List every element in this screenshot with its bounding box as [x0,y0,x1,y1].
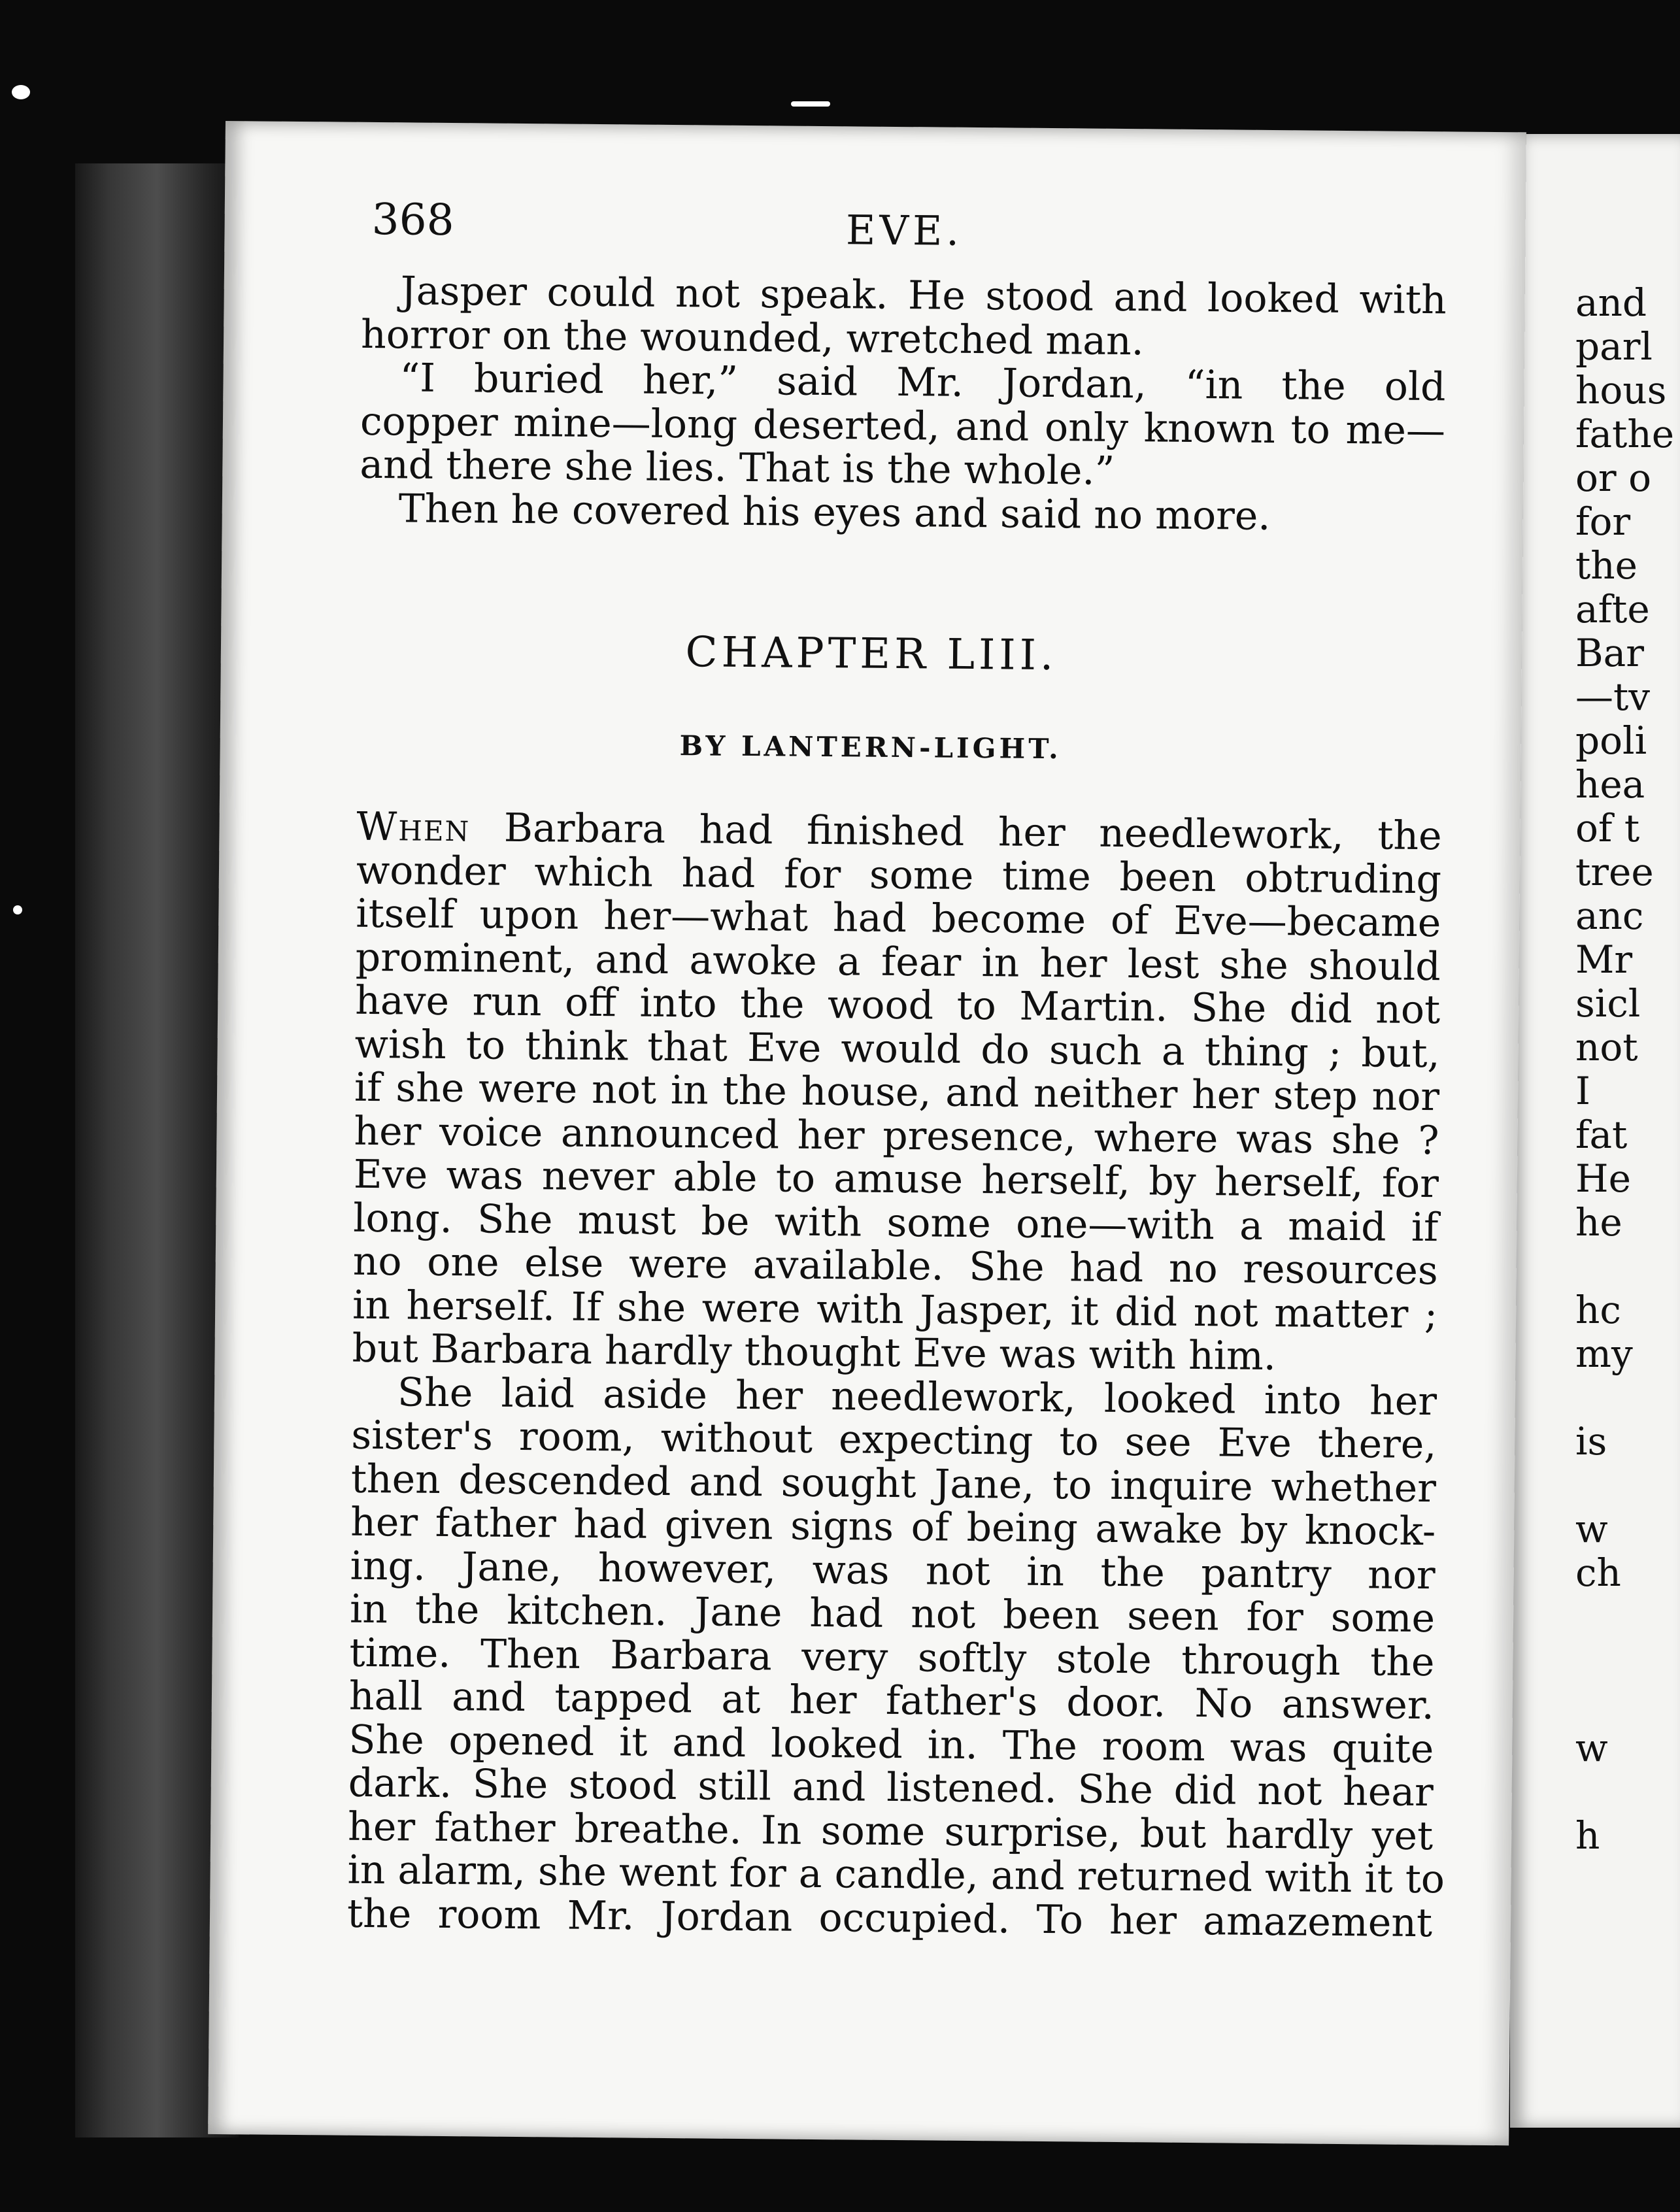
text-line: if she were not in the house, and neither her step nor [354,1064,1440,1120]
facing-page-fragment: —tv [1575,675,1651,719]
facing-page-fragment: he [1575,1200,1622,1245]
text-line: long. She must be with some one—with a maid if [353,1195,1439,1250]
facing-page-fragment: Mr [1575,937,1633,982]
facing-page-fragment: poli [1575,718,1647,763]
facing-page-fragment: w [1575,1507,1608,1551]
facing-page-fragment: hous [1575,368,1667,412]
text-line: in the kitchen. Jane had not been seen for some [349,1586,1436,1642]
text-line: dark. She stood still and listened. She did not hear [348,1760,1434,1816]
facing-page-fragment [1575,1245,1660,1288]
facing-page-fragment: h [1575,1813,1600,1858]
text-line: in herself. If she were with Jasper, it did not matter ; [352,1282,1438,1337]
chapter-title: CHAPTER LIII. [685,628,1058,680]
text-line: her voice announced her presence, where was she ? [354,1108,1439,1164]
text-line: ing. Jane, however, was not in the pantry nor [350,1543,1436,1598]
facing-page-fragment [1575,1376,1660,1420]
text-line: prominent, and awoke a fear in her lest she should [355,934,1441,990]
facing-page-fragment: afte [1575,587,1650,631]
facing-page-fragment: or o [1575,456,1651,500]
facing-page-fragment: He [1575,1156,1631,1201]
facing-page-fragment: sicl [1575,981,1641,1026]
text-line: sister's room, without expecting to see Eve there, [351,1412,1437,1468]
text-line: her father breathe. In some surprise, but hardly yet [347,1803,1434,1859]
facing-page-fragment: hc [1575,1288,1621,1332]
text-line: have run off into the wood to Martin. She did not [354,977,1441,1033]
facing-page-fragment: ch [1575,1550,1621,1595]
facing-page-fragment: w [1575,1726,1608,1770]
text-line: then descended and sought Jane, to inquire whether [350,1456,1437,1511]
facing-page-fragment: fat [1575,1113,1628,1157]
facing-page-fragment [1575,1639,1660,1683]
text-line: no one else were available. She had no resources [352,1238,1439,1294]
text-line: wish to think that Eve would do such a thing ; but, [354,1021,1440,1077]
facing-page-fragment [1575,1464,1660,1507]
text-line: Jasper could not speak. He stood and looked with [400,268,1447,324]
text-line: “I buried her,” said Mr. Jordan, “in the old [399,355,1446,411]
text-line: Then he covered his eyes and said no more. [398,485,1271,539]
scan-speck [12,85,30,99]
top-passage [360,269,1447,539]
text-line: wonder which had for some time been obtruding [356,847,1442,903]
chapter-subtitle: BY LANTERN-LIGHT. [679,729,1062,765]
running-title: EVE. [845,206,964,255]
facing-page-fragment: hea [1575,762,1645,807]
facing-page-fragment: the [1575,543,1638,588]
text-line-rest: Barbara had finished her needlework, the [469,805,1442,860]
facing-page-fragment: tree [1575,850,1654,894]
text-line: in alarm, she went for a candle, and returned with it to [347,1847,1445,1903]
facing-page-fragment: of t [1575,806,1640,850]
chapter-body [346,803,1445,1946]
page-number: 368 [371,193,455,246]
facing-page-fragment: my [1575,1332,1633,1376]
facing-page-fragment: fathe [1575,412,1675,456]
text-line: itself upon her—what had become of Eve—became [356,890,1441,947]
facing-page-fragment [1575,1683,1660,1726]
facing-page-fragment: not [1575,1025,1638,1069]
text-line: the room Mr. Jordan occupied. To her amazement [346,1890,1433,1946]
facing-page-fragment: anc [1575,894,1644,938]
text-line: hall and tapped at her father's door. No answer. [348,1673,1435,1729]
book-page [208,121,1526,2145]
facing-page-fragment: and [1575,280,1647,325]
facing-page-fragment: for [1575,499,1631,544]
scan-speck [791,101,830,107]
page-header [371,194,1437,262]
text-line: She opened it and looked in. The room was quite [348,1717,1434,1772]
opening-word: When [356,803,471,851]
text-line: and there she lies. That is the whole.” [360,441,1115,494]
scan-speck [13,905,22,914]
text-line: Eve was never able to amuse herself, by herself, for [353,1151,1439,1207]
text-line: She laid aside her needlework, looked into her [397,1369,1437,1424]
facing-page-fragment [1575,1595,1660,1639]
text-line: her father had given signs of being awake by knock- [350,1499,1436,1555]
text-line: copper mine—long deserted, and only known to me— [360,398,1446,454]
facing-page-text [1575,280,1675,1858]
text-line: time. Then Barbara very softly stole through the [349,1630,1435,1685]
text-line: horror on the wounded, wretched man. [360,311,1145,364]
facing-page-fragment: I [1575,1069,1590,1113]
facing-page-fragment [1575,1770,1660,1814]
facing-page-fragment: is [1575,1419,1607,1464]
facing-page-fragment: parl [1575,324,1653,369]
facing-page-fragment: Bar [1575,631,1644,675]
text-line: but Barbara hardly thought Eve was with him. [352,1325,1277,1380]
